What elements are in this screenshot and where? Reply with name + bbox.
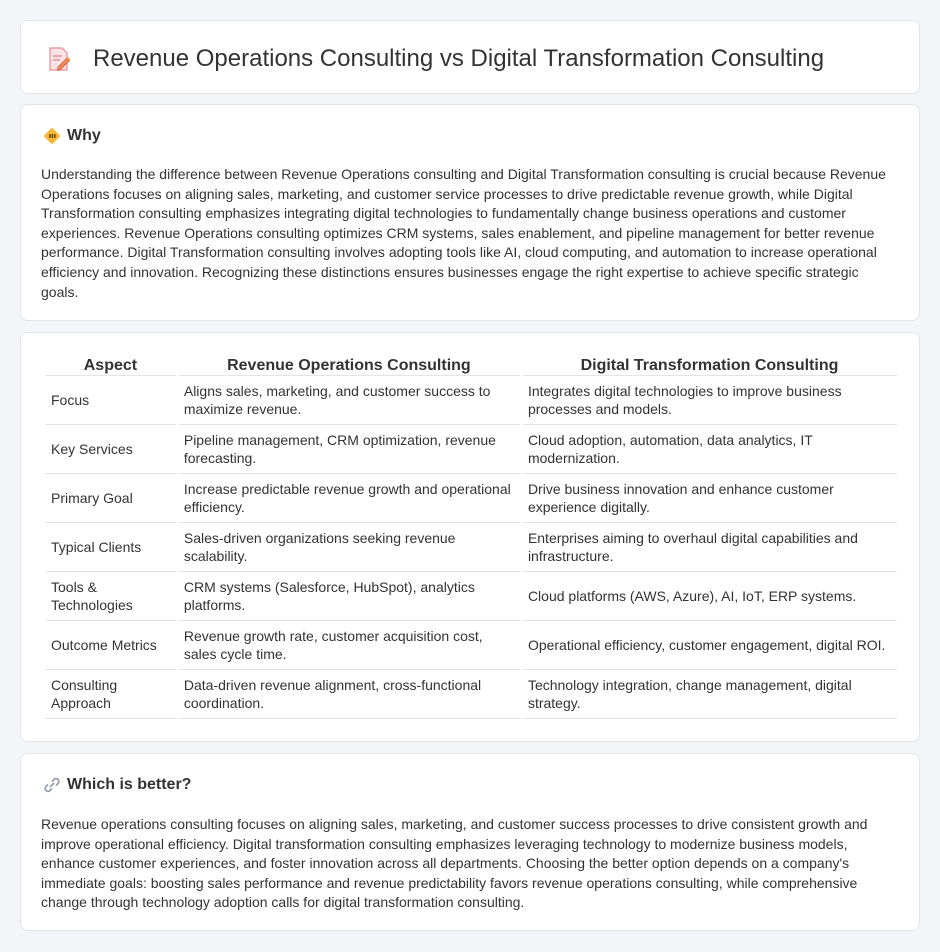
- table-row: [45, 376, 897, 425]
- table-row: [45, 474, 897, 523]
- table-row: [45, 670, 897, 719]
- comparison-section: [20, 332, 920, 742]
- title-card: [20, 20, 920, 94]
- which-is-better-section: [20, 753, 920, 931]
- better-body: Revenue operations consulting focuses on aligning sales, marketing, and customer success processes to drive consistent growth and improve operational efficiency. Digital transformation consulting emphasizes leveraging technology to modernize business models, enhance customer experiences, and foster innovation across all departments. Choosing the better option depends on a company's immediate goals: boosting sales performance and revenue predictability favors revenue operations consulting, while comprehensive change through technology adoption calls for digital transformation consulting.: [41, 816, 868, 911]
- aspect-cell: Focus: [45, 376, 176, 425]
- aspect-cell: Typical Clients: [45, 523, 176, 572]
- title-row: [47, 45, 824, 73]
- diamond-signal-icon: [43, 127, 61, 145]
- table-row: [45, 523, 897, 572]
- better-heading: [43, 776, 191, 794]
- revenue-cell: Revenue growth rate, customer acquisition cost, sales cycle time.: [178, 621, 520, 670]
- digital-cell: Enterprises aiming to overhaul digital capabilities and infrastructure.: [522, 523, 897, 572]
- revenue-cell: Aligns sales, marketing, and customer success to maximize revenue.: [178, 376, 520, 425]
- digital-cell: Drive business innovation and enhance customer experience digitally.: [522, 474, 897, 523]
- why-heading: [43, 127, 101, 145]
- aspect-cell: Outcome Metrics: [45, 621, 176, 670]
- header-digital-transformation: Digital Transformation Consulting: [522, 355, 897, 376]
- revenue-cell: CRM systems (Salesforce, HubSpot), analytics platforms.: [178, 572, 520, 621]
- aspect-cell: Primary Goal: [45, 474, 176, 523]
- table-row: [45, 621, 897, 670]
- why-title: Why: [67, 127, 101, 144]
- why-body: Understanding the difference between Revenue Operations consulting and Digital Transformation consulting is crucial because Revenue Operations focuses on aligning sales, marketing, and customer service processes to drive predictable revenue growth, while Digital Transformation consulting emphasizes integrating digital technologies to fundamentally change business operations and customer experiences. Revenue Operations consulting optimizes CRM systems, sales enablement, and pipeline management for better revenue performance. Digital Transformation consulting involves adopting tools like AI, cloud computing, and automation to increase operational efficiency and innovation. Recognizing these distinctions ensures businesses engage the right expertise to achieve specific strategic goals.: [41, 166, 886, 300]
- revenue-cell: Data-driven revenue alignment, cross-functional coordination.: [178, 670, 520, 719]
- page-title: Revenue Operations Consulting vs Digital Transformation Consulting: [93, 45, 825, 72]
- why-section: [20, 104, 920, 321]
- header-revenue-operations: Revenue Operations Consulting: [178, 355, 520, 376]
- aspect-cell: Consulting Approach: [45, 670, 176, 719]
- aspect-cell: Tools & Technologies: [45, 572, 176, 621]
- digital-cell: Cloud platforms (AWS, Azure), AI, IoT, ERP systems.: [522, 572, 897, 621]
- revenue-cell: Increase predictable revenue growth and operational efficiency.: [178, 474, 520, 523]
- revenue-cell: Sales-driven organizations seeking revenue scalability.: [178, 523, 520, 572]
- header-aspect: Aspect: [45, 355, 176, 376]
- better-title: Which is better?: [67, 776, 192, 793]
- document-edit-icon: [47, 46, 71, 72]
- revenue-cell: Pipeline management, CRM optimization, revenue forecasting.: [178, 425, 520, 474]
- table-header-row: [45, 355, 897, 376]
- digital-cell: Cloud adoption, automation, data analytics, IT modernization.: [522, 425, 897, 474]
- table-row: [45, 425, 897, 474]
- aspect-cell: Key Services: [45, 425, 176, 474]
- comparison-table: [43, 355, 899, 719]
- digital-cell: Technology integration, change management, digital strategy.: [522, 670, 897, 719]
- digital-cell: Operational efficiency, customer engagement, digital ROI.: [522, 621, 897, 670]
- table-row: [45, 572, 897, 621]
- digital-cell: Integrates digital technologies to improve business processes and models.: [522, 376, 897, 425]
- link-icon: [43, 776, 61, 794]
